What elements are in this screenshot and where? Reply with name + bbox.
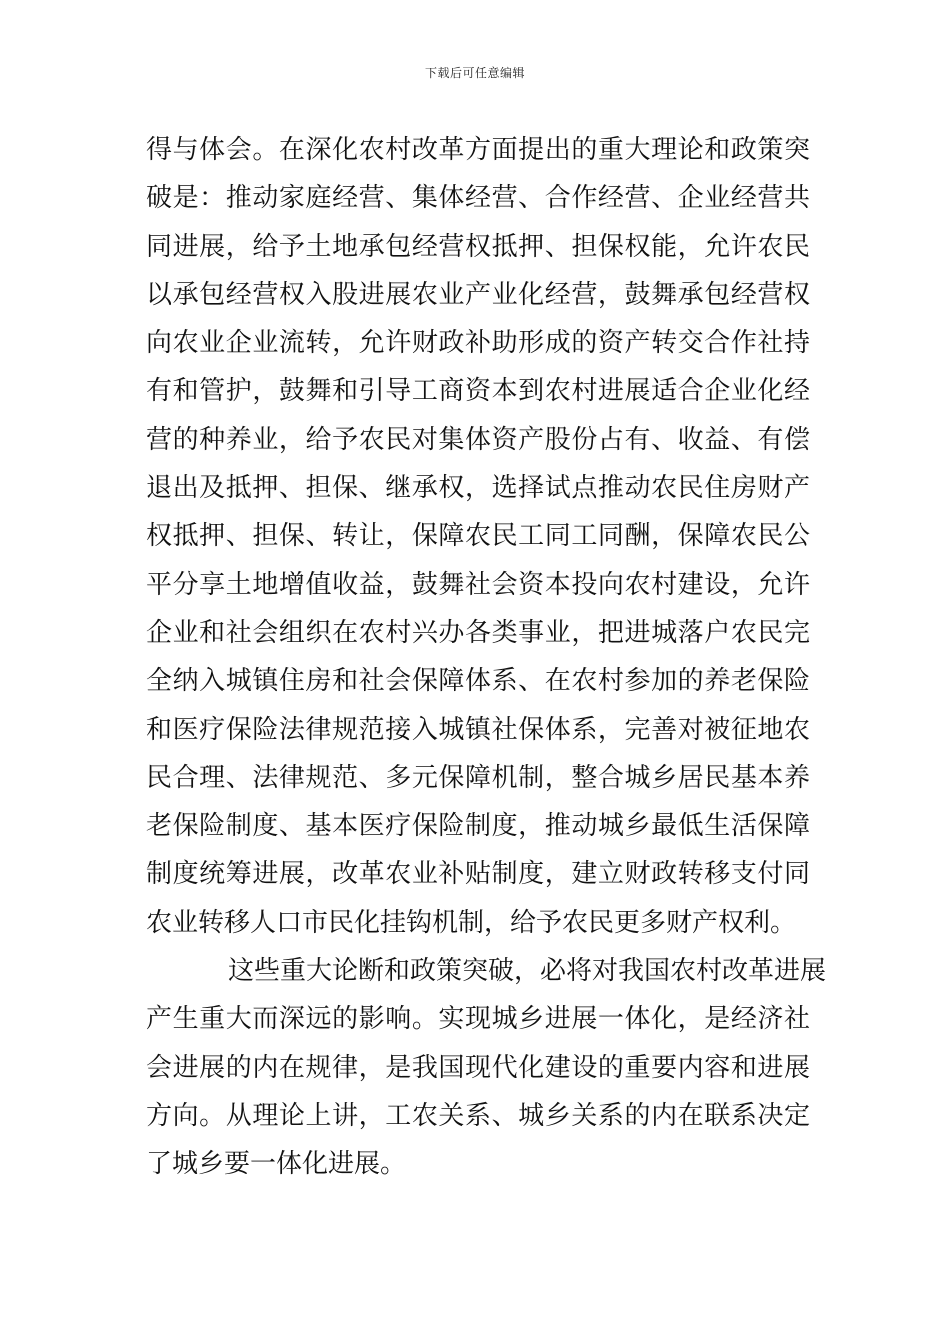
text-line: 民合理、法律规范、多元保障机制，整合城乡居民基本养: [146, 762, 810, 793]
text-line: 了城乡要一体化进展。: [146, 1149, 407, 1180]
paragraph-2: [146, 947, 827, 1188]
text-line: 有和管护，鼓舞和引导工商资本到农村进展适合企业化经: [146, 376, 810, 407]
text-line: 以承包经营权入股进展农业产业化经营，鼓舞承包经营权: [146, 279, 810, 310]
paragraph-1: [146, 126, 810, 947]
document-body: [146, 126, 827, 1189]
text-line: 企业和社会组织在农村兴办各类事业，把进城落户农民完: [146, 617, 810, 648]
text-line: 全纳入城镇住房和社会保障体系、在农村参加的养老保险: [146, 666, 810, 697]
text-line: 营的种养业，给予农民对集体资产股份占有、收益、有偿: [146, 424, 810, 455]
text-line: 方向。从理论上讲，工农关系、城乡关系的内在联系决定: [146, 1100, 810, 1131]
text-line: 权抵押、担保、转让，保障农民工同工同酬，保障农民公: [146, 521, 810, 552]
text-line: 平分享土地增值收益，鼓舞社会资本投向农村建设，允许: [146, 569, 810, 600]
text-line: 向农业企业流转，允许财政补助形成的资产转交合作社持: [146, 328, 810, 359]
page-header: 下载后可任意编辑: [424, 66, 525, 80]
text-line: 产生重大而深远的影响。实现城乡进展一体化，是经济社: [146, 1004, 810, 1035]
text-line: 和医疗保险法律规范接入城镇社保体系，完善对被征地农: [146, 714, 810, 745]
text-line: 得与体会。在深化农村改革方面提出的重大理论和政策突: [146, 135, 810, 165]
text-line: 制度统筹进展，改革农业补贴制度，建立财政转移支付同: [146, 859, 810, 890]
text-line: 这些重大论断和政策突破，必将对我国农村改革进展: [228, 956, 827, 987]
text-line: 破是：推动家庭经营、集体经营、合作经营、企业经营共: [146, 183, 810, 214]
text-line: 会进展的内在规律，是我国现代化建设的重要内容和进展: [146, 1052, 810, 1083]
text-line: 农业转移人口市民化挂钩机制，给予农民更多财产权利。: [146, 907, 797, 938]
text-line: 老保险制度、基本医疗保险制度，推动城乡最低生活保障: [146, 811, 810, 842]
text-line: 同进展，给予土地承包经营权抵押、担保权能，允许农民: [146, 231, 810, 262]
text-line: 退出及抵押、担保、继承权，选择试点推动农民住房财产: [146, 473, 810, 504]
